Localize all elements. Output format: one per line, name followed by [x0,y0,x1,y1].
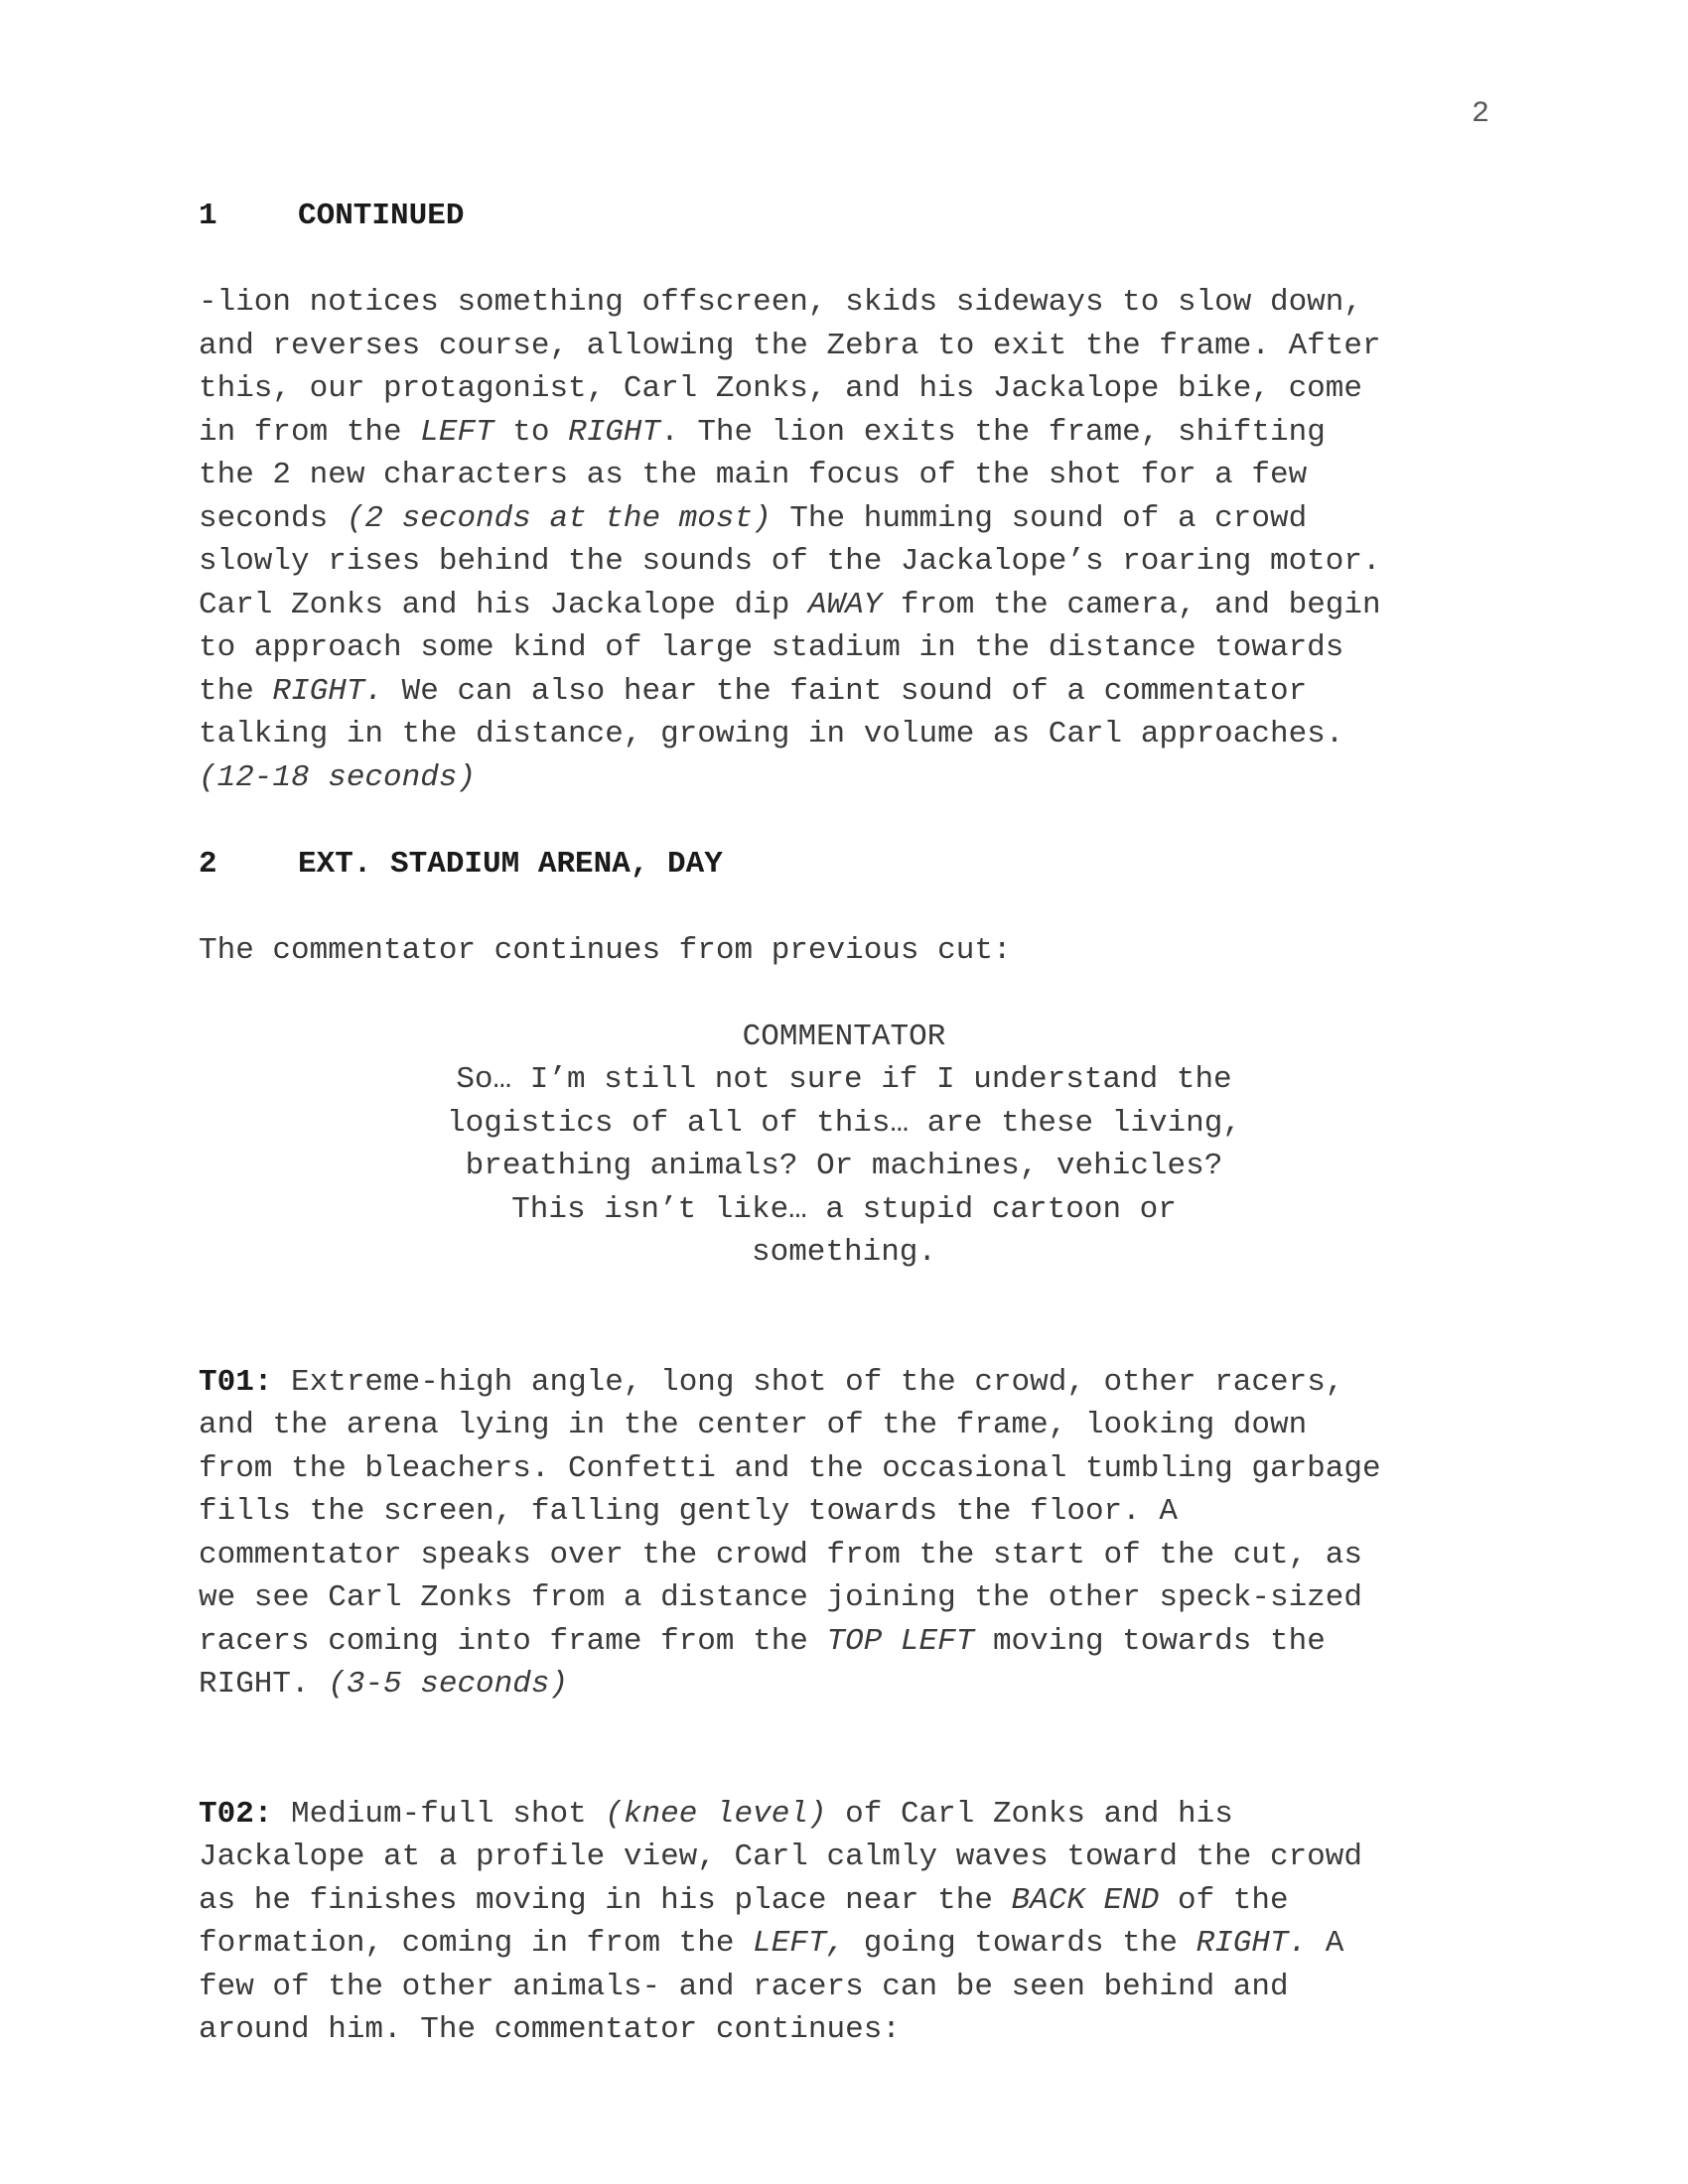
shot-text: Extreme-high angle, long shot of the crowd, other racers, and the arena lying in the center of the frame, looking down from the bleachers. Confetti and the occasional tumbling garbage fills the screen, falling gently towards the floor. A commentator speaks over the crowd from the start of the cut, as we see Carl Zonks from a distance joining the other speck-sized racers coming into frame from the TOP LEFT moving towards the RIGHT. (3-5 seconds) [199,1364,1381,1702]
emphasis-text: (2 seconds at the most) [346,500,772,536]
shot-text: Medium-full shot (knee level) of Carl Zonks and his Jackalope at a profile view, Carl calmly waves toward the crowd as he finishes moving in his place near the BACK END of the formation, coming in from the LEFT, going towards the RIGHT. A few of the other animals- and racers can be seen behind and around him. The commentator continues: [199,1796,1362,2047]
scene-number: 2 [199,846,217,882]
scene-heading-1 [199,195,1489,238]
page-number: 2 [1471,97,1489,131]
emphasis-text: (3-5 seconds) [328,1667,569,1702]
emphasis-text: (knee level) [605,1796,827,1832]
scene-heading-2 [199,843,1489,887]
character-name: COMMENTATOR [742,1019,946,1054]
action-paragraph-1: -lion notices something offscreen, skids sideways to slow down, and reverses course, allowing the Zebra to exit the frame. After this, our protagonist, Carl Zonks, and his Jackalope bike, come in from the LEFT to RIGHT. The lion exits the frame, shifting the 2 new characters as the main focus of the shot for a few seconds (2 seconds at the most) The humming sound of a crowd slowly rises behind the sounds of the Jackalope’s roaring motor. Carl Zonks and his Jackalope dip AWAY from the camera, and begin to approach some kind of large stadium in the distance towards the RIGHT. We can also hear the faint sound of a commentator talking in the distance, growing in volume as Carl approaches. (12-18 seconds) [199,285,1381,795]
dialogue-text [199,1058,1489,1275]
scene-number: 1 [199,199,217,233]
emphasis-text: RIGHT. [1196,1926,1308,1961]
script-content [199,195,1489,2095]
dialogue-line: something. [751,1235,937,1270]
dialogue-line: This isn’t like… a stupid cartoon or [511,1191,1177,1227]
dialogue-line: logistics of all of this… are these living, [447,1105,1241,1141]
emphasis-text: TOP LEFT [826,1623,975,1659]
shot-description-t01 [199,1317,1489,1706]
shot-label: T02: [199,1796,273,1832]
dialogue-line: breathing animals? Or machines, vehicles? [465,1149,1223,1183]
dialogue-line: So… I’m still not sure if I understand the [456,1062,1232,1097]
emphasis-text: RIGHT [568,414,661,450]
emphasis-text: LEFT, [753,1926,846,1961]
emphasis-text: LEFT [420,414,494,450]
dialogue-block [199,1016,1489,1275]
emphasis-text: AWAY [807,587,883,622]
scene-heading-text: CONTINUED [298,199,465,233]
emphasis-text: RIGHT. [272,673,384,709]
shot-description-t02 [199,1749,1489,2052]
shot-label: T01: [199,1364,273,1400]
emphasis-text: (12-18 seconds) [199,759,477,795]
scene-heading-text: EXT. STADIUM ARENA, DAY [298,846,723,882]
action-paragraph-2: The commentator continues from previous cut: [199,932,1012,968]
emphasis-text: BACK END [1011,1882,1160,1918]
